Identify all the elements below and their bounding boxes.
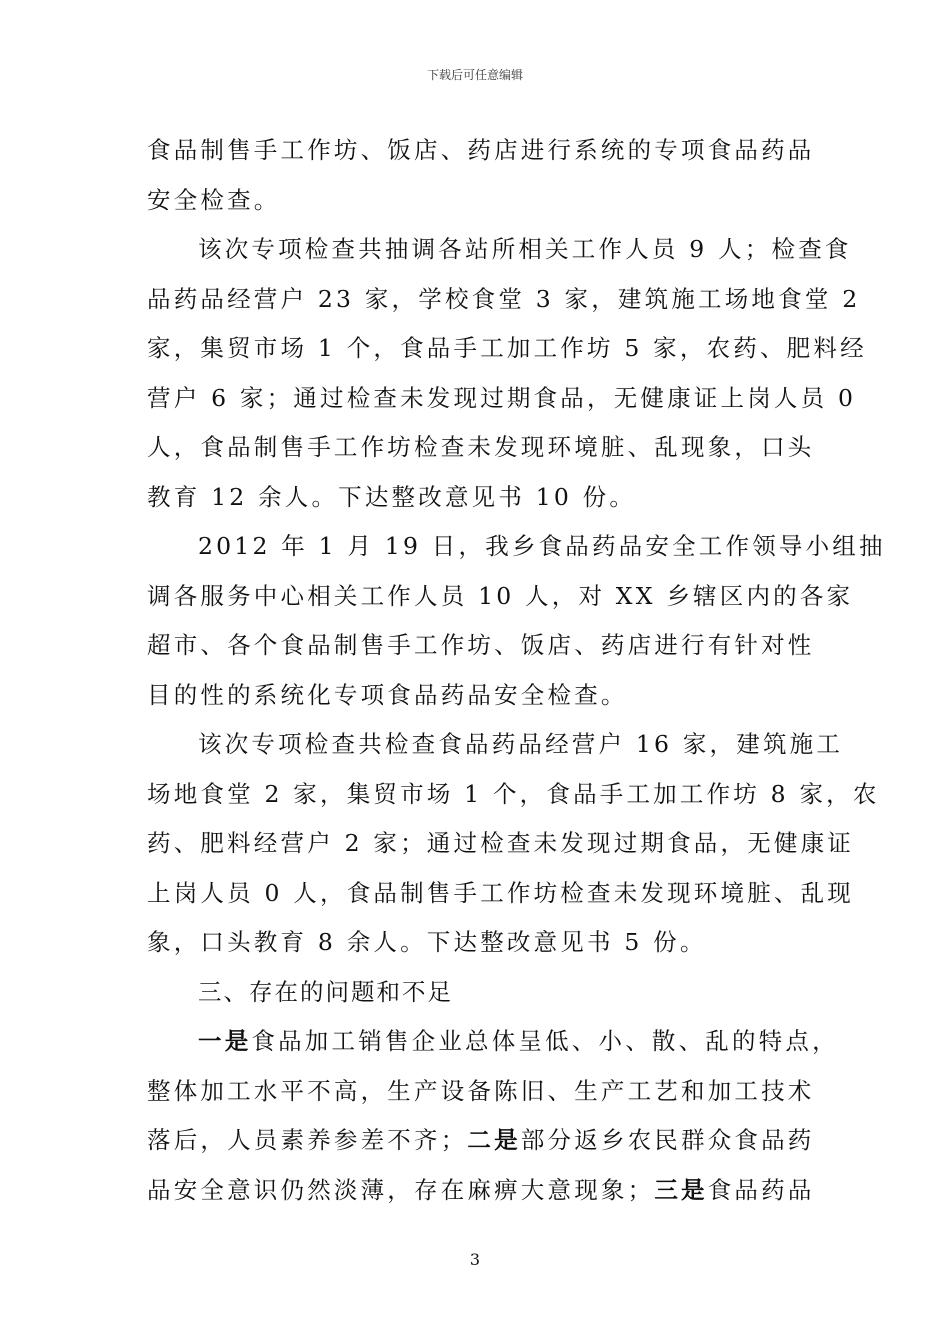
text-line (147, 374, 857, 424)
text-run: 食品制售手工作坊、饭店、药店进行系统的专项食品药品 (147, 136, 815, 164)
text-run: 人，食品制售手工作坊检查未发现环境脏、乱现象，口头 (147, 433, 815, 461)
text-run: 该次专项检查共检查食品药品经营户 16 家，建筑施工 (198, 730, 844, 758)
document-body (147, 126, 886, 1215)
text-line (147, 423, 815, 473)
text-run: 药、肥料经营户 2 家；通过检查未发现过期食品，无健康证 (147, 829, 854, 857)
text-run: 教育 12 余人。下达整改意见书 10 份。 (147, 482, 637, 511)
text-run: 目的性的系统化专项食品药品安全检查。 (147, 680, 628, 709)
text-run: 食品加工销售企业总体呈低、小、散、乱的特点， (251, 1027, 839, 1055)
text-run: 落后，人员素养参差不齐； (147, 1126, 468, 1154)
text-line (147, 225, 852, 275)
text-run: 调各服务中心相关工作人员 10 人，对 XX 乡辖区内的各家 (147, 581, 854, 610)
text-line (147, 522, 886, 572)
text-line (147, 275, 861, 325)
text-run: 安全检查。 (147, 185, 281, 214)
text-run: 象，口头教育 8 余人。下达整改意见书 5 份。 (147, 928, 707, 956)
text-run: 上岗人员 0 人，食品制售手工作坊检查未发现环境脏、乱现 (147, 878, 854, 907)
text-run: 部分返乡农民群众食品药 (520, 1126, 815, 1154)
bold-lead-phrase: 二是 (467, 1126, 521, 1154)
text-line (147, 1116, 815, 1166)
text-run: 超市、各个食品制售手工作坊、饭店、药店进行有针对性 (147, 631, 815, 659)
text-line (147, 770, 880, 820)
text-line (147, 1017, 839, 1067)
bold-lead-phrase: 三是 (654, 1175, 708, 1204)
text-line (147, 176, 807, 226)
text-run: 2012 年 1 月 19 日，我乡食品药品安全工作领导小组抽 (198, 532, 886, 560)
text-run: 品安全意识仍然淡薄，存在麻痹大意现象； (147, 1175, 655, 1204)
text-run: 食品药品 (707, 1175, 815, 1204)
text-line (147, 819, 854, 869)
bold-lead-phrase: 一是 (198, 1027, 252, 1055)
text-run: 品药品经营户 23 家，学校食堂 3 家，建筑施工场地食堂 2 (147, 284, 861, 313)
text-run: 该次专项检查共抽调各站所相关工作人员 9 人；检查食 (198, 235, 852, 263)
text-line (147, 671, 807, 721)
text-line (147, 1166, 815, 1216)
text-line (147, 869, 854, 919)
section-heading (147, 968, 807, 1018)
page-number: 3 (469, 1250, 481, 1269)
text-run: 营户 6 家；通过检查未发现过期食品，无健康证上岗人员 0 (147, 383, 857, 412)
text-line (147, 126, 815, 176)
text-line (147, 621, 815, 671)
text-line (147, 1067, 815, 1117)
text-line (147, 473, 807, 523)
text-run: 整体加工水平不高，生产设备陈旧、生产工艺和加工技术 (147, 1076, 815, 1105)
text-run: 家，集贸市场 1 个，食品手工加工作坊 5 家，农药、肥料经 (147, 334, 867, 362)
text-run: 场地食堂 2 家，集贸市场 1 个，食品手工加工作坊 8 家，农 (147, 779, 880, 808)
page-header: 下载后可任意编辑 (426, 68, 523, 82)
text-line (147, 572, 854, 622)
text-line (147, 324, 867, 374)
text-line (147, 720, 844, 770)
text-line (147, 918, 807, 968)
text-run: 三、存在的问题和不足 (198, 977, 453, 1006)
